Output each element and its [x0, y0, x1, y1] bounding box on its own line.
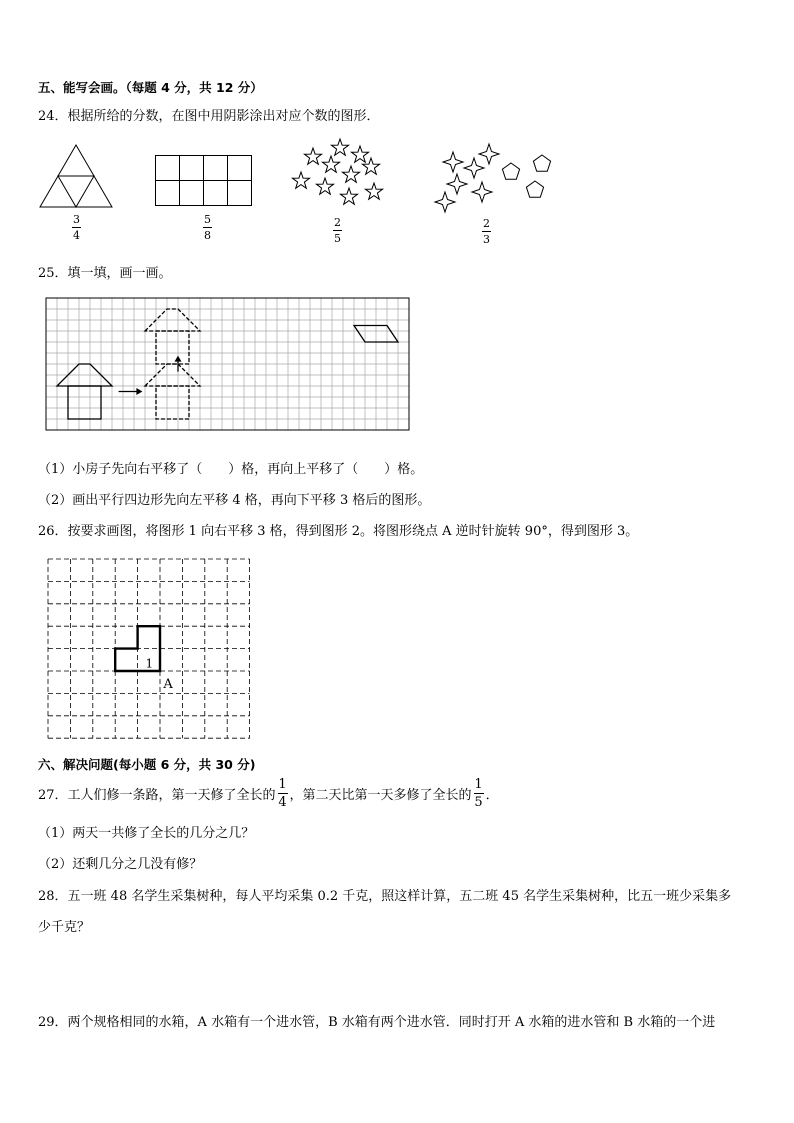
arrow-up-head [175, 356, 182, 362]
question-27-middle: ，第二天比第一天多修了全长的 [289, 787, 472, 803]
question-25-text: 25．填一填，画一画。 [38, 266, 172, 281]
question-29-line1: 29．两个规格相同的水箱，A 水箱有一个进水管，B 水箱有两个进水管．同时打开 A 水箱的进水管和 B 水箱的一个进 [38, 1015, 716, 1030]
point-a-label: A [163, 676, 173, 692]
fraction-2-5: 2 5 [334, 216, 341, 245]
translation-grid [44, 296, 412, 431]
question-25-sub1: （1）小房子先向右平移了（ ）格，再向上平移了（ ）格。 [38, 462, 424, 477]
stars-pentagons-figure [432, 142, 562, 220]
question-27-sub2: （2）还剩几分之几没有修？ [38, 857, 203, 872]
question-24-text: 24．根据所给的分数，在图中用阴影涂出对应个数的图形． [38, 109, 380, 124]
fraction-1-5: 1 5 [474, 776, 483, 810]
question-27-suffix: ． [485, 787, 499, 803]
fraction-3-4: 3 4 [73, 213, 80, 242]
section-6-heading: 六、解决问题(每小题 6 分，共 30 分) [38, 757, 256, 772]
stars-figure [285, 137, 395, 215]
question-25-sub2: （2）画出平行四边形先向左平移 4 格，再向下平移 3 格后的图形。 [38, 493, 431, 508]
question-27-sub1: （1）两天一共修了全长的几分之几？ [38, 826, 255, 841]
translated-house-up [145, 309, 200, 364]
rotation-grid [47, 558, 249, 736]
section-5-heading: 五、能写会画。（每题 4 分，共 12 分） [38, 80, 263, 95]
fraction-1-4: 1 4 [278, 776, 287, 810]
fraction-2-3: 2 3 [483, 217, 490, 246]
translated-house-right [145, 364, 200, 419]
fraction-5-8: 5 8 [204, 213, 211, 242]
question-27-prefix: 27．工人们修一条路，第一天修了全长的 [38, 787, 276, 803]
question-27-text [38, 774, 499, 812]
question-28-line1: 28．五一班 48 名学生采集树种，每人平均采集 0.2 千克，照这样计算，五二班 45 名学生采集树种，比五一班少采集多 [38, 889, 732, 904]
original-house [57, 364, 112, 419]
question-26-text: 26．按要求画图，将图形 1 向右平移 3 格，得到图形 2。将图形绕点 A 逆时针旋转 90°，得到图形 3。 [38, 524, 639, 539]
rectangle-grid-figure [155, 155, 253, 207]
question-28-line2: 少千克？ [38, 920, 91, 935]
arrow-right-head [136, 388, 142, 395]
shape-1-label: 1 [145, 656, 154, 671]
triangle-figure [40, 143, 114, 209]
